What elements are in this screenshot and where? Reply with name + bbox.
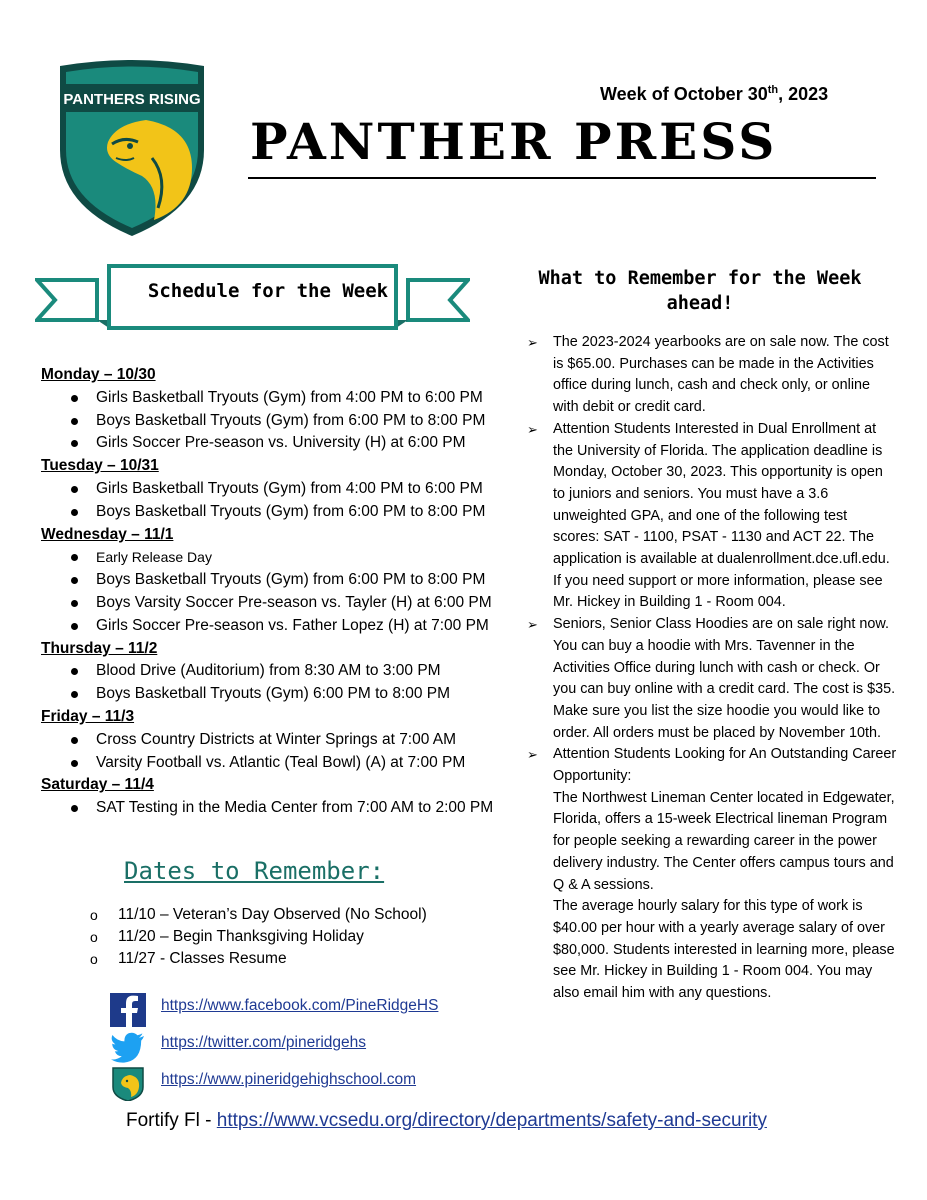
school-logo-icon[interactable] (110, 1067, 146, 1101)
date-item: o 11/10 – Veteran’s Day Observed (No School) (90, 904, 427, 926)
schedule-event: Boys Basketball Tryouts (Gym) 6:00 PM to 8:00 PM (41, 683, 511, 706)
day-heading: Thursday – 11/2 (41, 639, 158, 657)
school-website-link[interactable]: https://www.pineridgehighschool.com (161, 1071, 417, 1088)
remember-text: ➢ Seniors, Senior Class Hoodies are on sale right now. You can buy a hoodie with Mrs. Tavenner in the Activities Office during lunch with cash or check. Or you can buy online with a credit card. The cost is $35. Make sure you list the size hoodie you would like to order. All orders must be placed by November 10th. (553, 616, 896, 741)
remember-item (527, 332, 897, 419)
schedule-event: Girls Soccer Pre-season vs. University (H) at 6:00 PM (41, 432, 511, 455)
schedule-event: Boys Varsity Soccer Pre-season vs. Tayler (H) at 6:00 PM (41, 592, 511, 615)
schedule-event: Boys Basketball Tryouts (Gym) from 6:00 PM to 8:00 PM (41, 410, 511, 433)
facebook-link[interactable]: https://www.facebook.com/PineRidgeHS (161, 997, 439, 1014)
remember-text: The Northwest Lineman Center located in Edgewater, Florida, offers a 15-week Electrical lineman Program for people seeking a rewarding career in the power delivery industry. The Center offers campus tours and Q & A sessions. (553, 789, 895, 893)
weekly-schedule (41, 364, 511, 820)
fortify-link[interactable]: https://www.vcsedu.org/directory/departments/safety-and-security (216, 1110, 767, 1131)
remember-text: ➢ The 2023-2024 yearbooks are on sale now. The cost is $65.00. Purchases can be made in the Activities office during lunch, cash and check only, or online with debit or credit card. (553, 334, 889, 416)
dates-to-remember-title: Dates to Remember: (124, 857, 385, 885)
schedule-event: Girls Basketball Tryouts (Gym) from 4:00 PM to 6:00 PM (41, 387, 511, 410)
week-of-date: Week of October 30th, 2023 (600, 84, 829, 104)
schedule-event: Blood Drive (Auditorium) from 8:30 AM to 3:00 PM (41, 660, 511, 683)
schedule-event: Boys Basketball Tryouts (Gym) from 6:00 PM to 8:00 PM (41, 501, 511, 524)
schedule-event: SAT Testing in the Media Center from 7:00 AM to 2:00 PM (41, 797, 496, 820)
fortify-label: Fortify Fl - (126, 1110, 217, 1131)
schedule-event: Girls Basketball Tryouts (Gym) from 4:00 PM to 6:00 PM (41, 478, 511, 501)
remember-text: The average hourly salary for this type of work is $40.00 per hour with a yearly average salary of over $80,000. Students interested in learning more, please see Mr. Hickey in Building 1 - Room 004. You may also email him with any questions. (553, 898, 895, 1002)
twitter-link[interactable]: https://twitter.com/pineridgehs (161, 1034, 367, 1051)
remember-title: What to Remember for the Week ahead! (538, 268, 862, 314)
schedule-banner-title: Schedule for the Week (147, 280, 389, 302)
schedule-event: Early Release Day (41, 546, 511, 569)
newsletter-title: PANTHER PRESS (250, 112, 778, 171)
day-heading: Saturday – 11/4 (41, 776, 154, 794)
facebook-icon[interactable] (110, 993, 146, 1027)
day-heading: Tuesday – 10/31 (41, 457, 159, 475)
remember-item (527, 744, 897, 1004)
logo-text: PANTHERS RISING (63, 91, 201, 108)
day-heading: Friday – 11/3 (41, 707, 135, 725)
title-underline (248, 177, 876, 179)
remember-item (527, 419, 897, 614)
schedule-event: Varsity Football vs. Atlantic (Teal Bowl) (A) at 7:00 PM (41, 752, 511, 775)
panthers-rising-logo (42, 58, 222, 238)
day-heading: Monday – 10/30 (41, 366, 156, 383)
remember-text: ➢ Attention Students Looking for An Outstanding Career Opportunity: (553, 746, 897, 785)
twitter-icon[interactable] (110, 1030, 146, 1064)
remember-item (527, 614, 897, 744)
remember-list (527, 332, 897, 1005)
date-item: o 11/20 – Begin Thanksgiving Holiday (90, 926, 427, 948)
schedule-event: Cross Country Districts at Winter Springs at 7:00 AM (41, 729, 511, 752)
fortify-line (126, 1110, 767, 1132)
date-item: o 11/27 - Classes Resume (90, 948, 427, 970)
schedule-event: Boys Basketball Tryouts (Gym) from 6:00 PM to 8:00 PM (41, 569, 511, 592)
remember-text: ➢ Attention Students Interested in Dual Enrollment at the University of Florida. The application deadline is Monday, October 30, 2023. This opportunity is open to juniors and seniors. You must have a 3.6 unweighted GPA, and one of the following test scores: SAT - 1100, PSAT - 1130 and ACT 22. The application is available at dualenrollment.dce.ufl.edu. If you need support or more information, please see Mr. Hickey in Building 1 - Room 004. (553, 420, 890, 611)
schedule-event: Girls Soccer Pre-season vs. Father Lopez (H) at 7:00 PM (41, 615, 511, 638)
day-heading: Wednesday – 11/1 (41, 525, 174, 543)
dates-list (90, 904, 427, 970)
